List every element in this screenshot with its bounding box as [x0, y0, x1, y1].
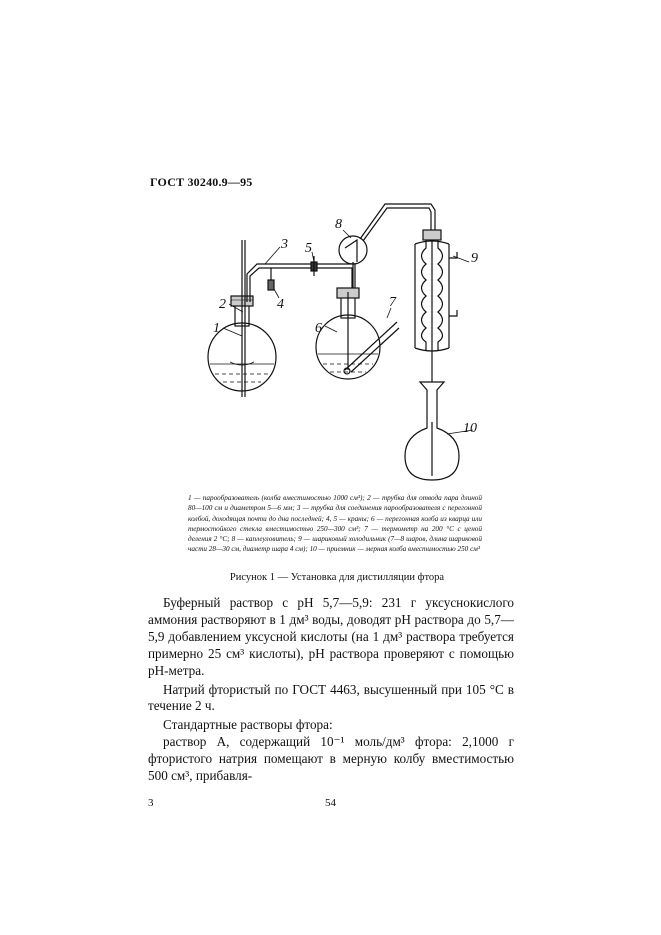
figure-label-8: 8	[335, 217, 342, 232]
figure-label-10: 10	[463, 421, 477, 436]
figure-label-1: 1	[213, 321, 220, 336]
distillation-apparatus-figure	[185, 192, 485, 492]
figure-legend: 1 — парообразователь (колба вместимостью 1000 см³); 2 — трубка для отвода пара длиной 80—100 см и диаметром 5—6 мм; 3 — трубка для соединения парообразователя с перегонной колбой, доходящая почти до дна последней; 4, 5 — краны; 6 — перегонная колба из кварца или термостойкого стекла вместимостью 250—300 см³; 7 — термометр на 200 °С с ценой деления 2 °С; 8 — каплеуловитель; 9 — шариковый холодильник (7—8 шаров, длина шариковой части 28—30 см, диаметр шара 4 см); 10 — приемник — мерная колба вместимостью 250 см³	[188, 494, 482, 554]
figure-label-9: 9	[471, 251, 478, 266]
figure-label-6: 6	[315, 321, 322, 336]
stopper-9	[423, 230, 441, 240]
figure-label-3: 3	[281, 237, 288, 252]
trap-8	[339, 236, 367, 264]
page-number: 54	[325, 797, 336, 809]
footer-left-mark: 3	[148, 797, 154, 809]
paragraph-sodium-fluoride: Натрий фтористый по ГОСТ 4463, высушенный при 105 °С в течение 2 ч.	[148, 681, 514, 714]
valve-4	[268, 280, 274, 290]
figure-label-5: 5	[305, 241, 312, 256]
paragraph-solution-a: раствор А, содержащий 10⁻¹ моль/дм³ фтора: 2,1000 г фтористого натрия помещают в мерную колбу вместимостью 500 см³, прибавля-	[148, 734, 514, 784]
paragraph-standard-solutions: Стандартные растворы фтора:	[163, 717, 333, 733]
figure-label-4: 4	[277, 297, 284, 312]
thermometer-7	[345, 322, 397, 370]
body-text	[148, 595, 514, 785]
figure-label-7: 7	[389, 295, 396, 310]
figure-label-2: 2	[219, 297, 226, 312]
document-header: ГОСТ 30240.9—95	[150, 175, 253, 189]
paragraph-buffer-solution: Буферный раствор с рН 5,7—5,9: 231 г уксуснокислого аммония растворяют в 1 дм³ воды, доводят рН раствора до 5,7—5,9 добавлением уксусной кислоты (на 1 дм³ раствора требуется примерно 25 см³ кислоты), рН раствора проверяют с помощью рН-метра.	[148, 595, 514, 678]
figure-caption: Рисунок 1 — Установка для дистилляции фтора	[229, 572, 445, 583]
